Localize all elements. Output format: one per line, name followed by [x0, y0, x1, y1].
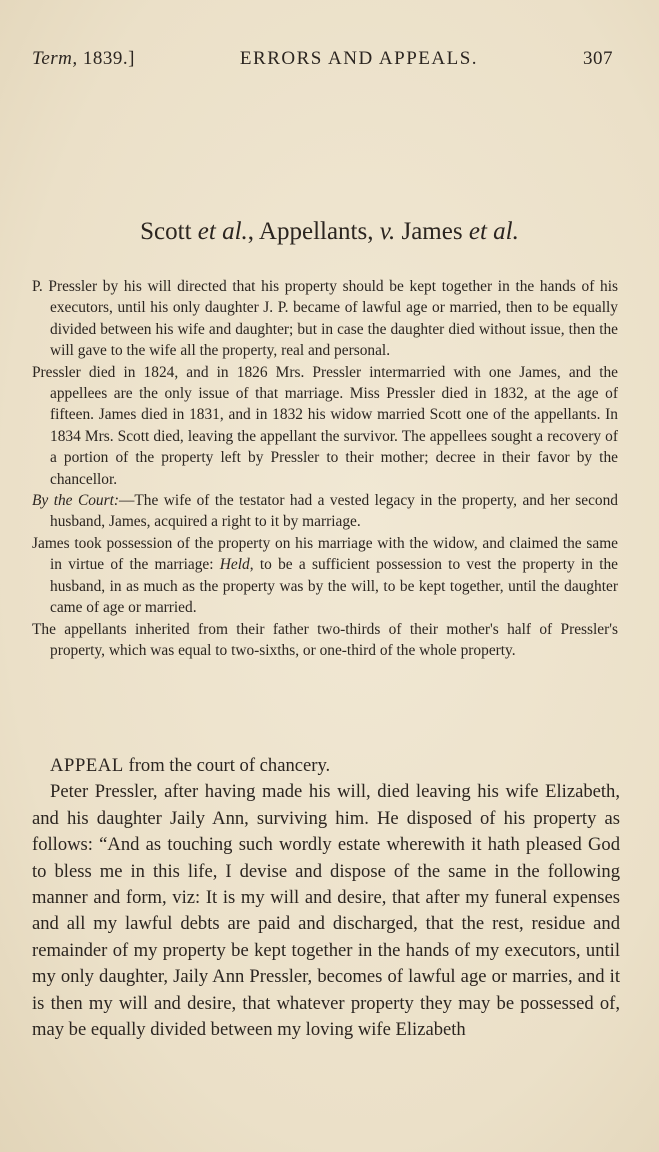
opinion-text	[32, 753, 620, 1043]
term-year: Term, 1839.]	[32, 48, 135, 69]
page-number: 307	[582, 48, 613, 69]
running-title: ERRORS AND APPEALS.	[239, 48, 479, 69]
appeal-line: APPEAL from the court of chancery.	[50, 755, 331, 776]
syllabus-paragraph: Pressler died in 1824, and in 1826 Mrs. Pressler intermarried with one James, and the appellees are the only issue of that marriage. Miss Pressler died in 1832, at the age of fifteen. James died in 1831, and in 1832 his widow married Scott one of the appellants. In 1834 Mrs. Scott died, leaving the appellant the survivor. The appellees sought a recovery of a portion of the property left by Pressler to their mother; decree in their favor by the chancellor.	[32, 363, 618, 488]
case-title: Scott et al., Appellants, v. James et al.	[140, 218, 519, 245]
syllabus-paragraph: James took possession of the property on his marriage with the widow, and claimed the same in virtue of the marriage: Held, to be a sufficient possession to vest the property in the husband, in as much as the property was by the will, to be kept together, until the daughter came of age or married.	[32, 534, 618, 617]
syllabus-paragraph: The appellants inherited from their father two-thirds of their mother's half of Pressler's property, which was equal to two-sixths, or one-third of the whole property.	[32, 620, 618, 659]
opinion-paragraph: Peter Pressler, after having made his will, died leaving his wife Elizabeth, and his daughter Jaily Ann, surviving him. He disposed of his property as follows: “And as touching such wordly estate wherewith it hath pleased God to bless me in this life, I devise and dispose of the same in the following manner and form, viz: It is my will and desire, that after my funeral expenses and all my lawful debts are paid and discharged, that the rest, residue and remainder of my property be kept together in the hands of my executors, until my only daughter, Jaily Ann Pressler, becomes of lawful age or marries, and it is then my will and desire, that whatever property they may be possessed of, may be equally divided between my loving wife Elizabeth	[32, 781, 620, 1041]
running-header	[32, 48, 613, 70]
syllabus-paragraph: By the Court:—The wife of the testator had a vested legacy in the property, and her second husband, James, acquired a right to it by marriage.	[32, 492, 619, 531]
syllabus-paragraph: P. Pressler by his will directed that his property should be kept together in the hands of his executors, until his only daughter J. P. became of lawful age or married, then to be equally divided between his wife and daughter; but in case the daughter died without issue, then the will gave to the wife all the property, real and personal.	[32, 278, 618, 360]
syllabus	[32, 276, 618, 661]
